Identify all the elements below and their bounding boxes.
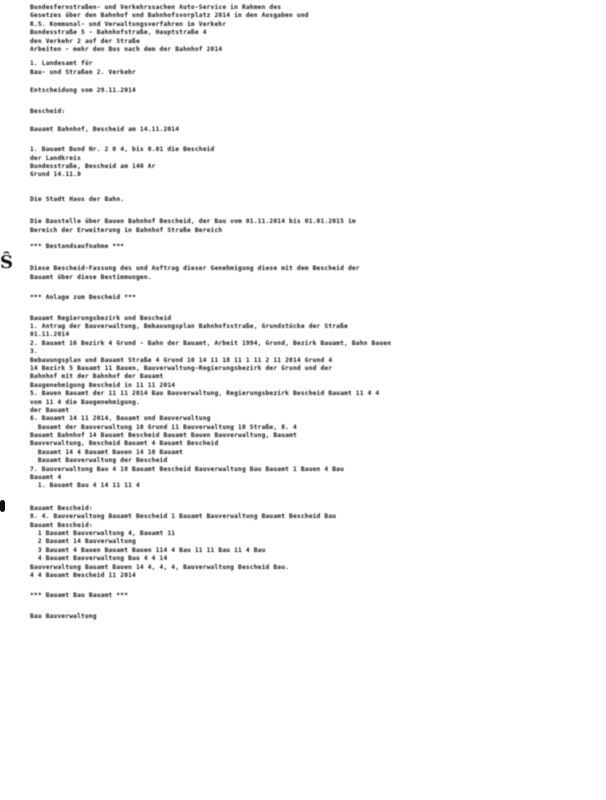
text-line: Bauamt über diese Bestimmungen. (30, 273, 152, 281)
text-line: Bauamt Regierungsbezirk und Bescheid (30, 314, 172, 322)
text-block (30, 294, 596, 302)
text-line: Bauamt Bauverwaltung der Bescheid (30, 457, 168, 465)
text-line: der Bauamt (30, 406, 70, 414)
text-block (30, 315, 596, 491)
text-line: Bauverwaltung, Bescheid Bauamt 4 Bauamt Bescheid (30, 440, 219, 448)
text-line: 6. Bauamt 14 11 2014, Bauamt und Bauverwaltung (30, 415, 211, 423)
text-block (30, 243, 596, 251)
text-line: Die Stadt Haus der Bahn. (30, 195, 125, 203)
text-line: 7. Bauverwaltung Bau 4 18 Bauamt Bescheid Bauverwaltung Bau Bauamt 1 Bauen 4 Bau (30, 465, 345, 473)
text-line: Gesetzes über den Bahnhof und Bahnhofsvorplatz 2014 in den Ausgaben und (30, 12, 309, 20)
text-line: 5. Bauen Bauamt der 11 11 2014 Bau Bauverwaltung, Regierungsbezirk Bescheid Bauamt 11 4 4 (30, 390, 380, 398)
text-line: Bauamt Bescheid: (30, 521, 93, 529)
text-line: Bebauungsplan und Bauamt Straße 4 Grund 10 14 11 18 11 1 11 2 11 2014 Grund 4 (30, 356, 333, 364)
text-block (30, 87, 596, 95)
text-block (30, 505, 596, 581)
text-line: 1. Antrag der Bauverwaltung, Bebauungsplan Bahnhofsstraße, Grundstücke der Straße (30, 322, 348, 330)
text-block (30, 196, 596, 204)
text-line: 01.11.2014 (30, 331, 70, 339)
text-line: 4 4 Bauamt Bescheid 11 2014 (30, 571, 136, 579)
text-line: vom 11 4 die Baugenehmigung. (30, 398, 140, 406)
text-line: Entscheidung vom 29.11.2014 (30, 87, 136, 95)
text-line: R.S. Kommunal- und Verwaltungsverfahren im Verkehr (30, 20, 227, 28)
text-line: Bauamt Bahnhof, Bescheid am 14.11.2014 (30, 125, 180, 133)
text-line: 4 Bauamt Bauverwaltung Bau 4 4 14 (30, 555, 168, 563)
text-line: der Landkreis (30, 154, 82, 162)
text-block (30, 146, 596, 180)
text-line: 14 Bezirk 5 Bauamt 11 Bauen, Bauverwaltung-Regierungsbezirk der Grund und der (30, 364, 333, 372)
text-line: Bau- und Straßen 2. Verkehr (30, 68, 136, 76)
text-block (30, 218, 596, 235)
text-line: 2 Bauamt 14 Bauverwaltung (30, 538, 136, 546)
text-line: Bereich der Erweiterung in Bahnhof Straße Bereich (30, 226, 223, 234)
text-line: Bundesstraße 5 - Bahnhofstraße, Hauptstraße 4 (30, 29, 207, 37)
text-line: Bauamt der Bauverwaltung 10 Grund 11 Bauverwaltung 10 Straße, 8. 4 (30, 423, 297, 431)
text-line: Bahnhof mit der Bahnhof der Bauamt (30, 373, 164, 381)
text-line: Die Baustelle über Bauen Bahnhof Bescheid, der Bau vom 01.11.2014 bis 01.01.2015 im (30, 218, 356, 226)
hole-punch-mark (0, 500, 5, 512)
text-line: Baugenehmigung Bescheid in 11 11 2014 (30, 381, 176, 389)
text-line: Bauamt 14 4 Bauamt Bauen 14 10 Bauamt (30, 448, 184, 456)
text-line: 8. 4. Bauverwaltung Bauamt Bescheid 1 Bauamt Bauverwaltung Bauamt Bescheid Bau (30, 513, 337, 521)
text-line: den Verkehr 2 auf der Straße (30, 37, 140, 45)
text-line: Arbeiten - mehr den Bus nach dem der Bahnhof 2014 (30, 45, 223, 53)
text-line: *** Bauamt Bau Bauamt *** (30, 592, 129, 600)
text-block (30, 108, 596, 116)
text-block (30, 592, 596, 600)
margin-mark: Ŝ (0, 252, 13, 273)
text-line: 1. Bauamt Bund Nr. 2 0 4, bis 0.01 die Bescheid (30, 146, 215, 154)
text-line: Diese Bescheid-Fassung des und Auftrag dieser Genehmigung diese mit dem Bescheid der (30, 265, 360, 273)
text-block (30, 60, 596, 77)
text-line: Bauamt 4 (30, 474, 62, 482)
text-line: 2. Bauamt 16 Bezirk 4 Grund - Bahn der Bauamt, Arbeit 1994, Grund, Bezirk Bauamt, Bahn Bauen (30, 339, 392, 347)
text-line: 1. Bauamt Bau 4 14 11 11 4 (30, 482, 140, 490)
text-line: Bauamt Bescheid: (30, 504, 93, 512)
text-line: Bescheid: (30, 107, 66, 115)
text-line: Bundesfernstraßen- und Verkehrssachen Auto-Service in Rahmen des (30, 4, 282, 11)
text-block (30, 4, 596, 54)
text-line: *** Anlage zum Bescheid *** (30, 294, 136, 302)
text-line: 1 Bauamt Bauverwaltung 4, Bauamt 11 (30, 529, 176, 537)
text-line: Bundesstraße, Bescheid am 140 Ar (30, 163, 156, 171)
text-line: Bau Bauverwaltung (30, 612, 97, 620)
text-line: 1. Landesamt für (30, 60, 93, 68)
text-line: Grund 14.11.0 (30, 171, 82, 179)
text-line: Bauverwaltung Bauamt Bauen 14 4, 4, 4, Bauverwaltung Bescheid Bau. (30, 563, 290, 571)
text-block (30, 265, 596, 282)
text-line: 3. (30, 348, 38, 356)
text-line: Bauamt Bahnhof 14 Bauamt Bescheid Bauamt Bauen Bauverwaltung, Bauamt (30, 432, 297, 440)
text-block (30, 613, 596, 621)
text-block (30, 126, 596, 134)
document-body (30, 4, 596, 633)
text-line: *** Bestandsaufnahme *** (30, 243, 125, 251)
text-line: 3 Bauamt 4 Bauen Bauamt Bauen 114 4 Bau 11 11 Bau 11 4 Bau (30, 546, 266, 554)
